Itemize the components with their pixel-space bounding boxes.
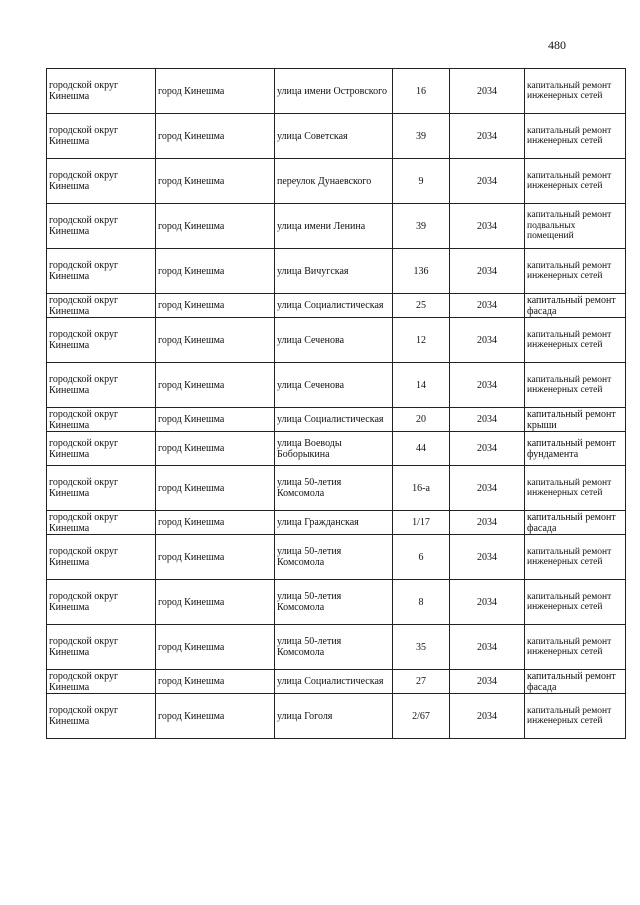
house-number-cell: 25 — [393, 294, 450, 318]
work-type-cell: капитальный ремонт подвальных помещений — [525, 204, 626, 249]
table-row — [47, 625, 626, 670]
year-cell: 2034 — [450, 535, 525, 580]
work-type-cell: капитальный ремонт инженерных сетей — [525, 363, 626, 408]
work-type-cell: капитальный ремонт фундамента — [525, 432, 626, 466]
year-cell: 2034 — [450, 670, 525, 694]
year-cell: 2034 — [450, 294, 525, 318]
work-type-cell: капитальный ремонт инженерных сетей — [525, 69, 626, 114]
house-number-cell: 6 — [393, 535, 450, 580]
house-number-cell: 27 — [393, 670, 450, 694]
municipality-cell: городской округ Кинешма — [47, 159, 156, 204]
year-cell: 2034 — [450, 694, 525, 739]
house-number-cell: 44 — [393, 432, 450, 466]
table-row — [47, 511, 626, 535]
year-cell: 2034 — [450, 114, 525, 159]
street-cell: улица Советская — [275, 114, 393, 159]
street-cell: улица Социалистическая — [275, 670, 393, 694]
street-cell: улица 50-летия Комсомола — [275, 625, 393, 670]
city-cell: город Кинешма — [156, 466, 275, 511]
street-cell: улица 50-летия Комсомола — [275, 535, 393, 580]
street-cell: улица Гражданская — [275, 511, 393, 535]
year-cell: 2034 — [450, 580, 525, 625]
city-cell: город Кинешма — [156, 318, 275, 363]
city-cell: город Кинешма — [156, 408, 275, 432]
house-number-cell: 16-а — [393, 466, 450, 511]
municipality-cell: городской округ Кинешма — [47, 466, 156, 511]
city-cell: город Кинешма — [156, 625, 275, 670]
house-number-cell: 1/17 — [393, 511, 450, 535]
house-number-cell: 136 — [393, 249, 450, 294]
work-type-cell: капитальный ремонт инженерных сетей — [525, 318, 626, 363]
year-cell: 2034 — [450, 511, 525, 535]
street-cell: улица Сеченова — [275, 363, 393, 408]
city-cell: город Кинешма — [156, 69, 275, 114]
year-cell: 2034 — [450, 249, 525, 294]
work-type-cell: капитальный ремонт крыши — [525, 408, 626, 432]
city-cell: город Кинешма — [156, 159, 275, 204]
city-cell: город Кинешма — [156, 535, 275, 580]
table-row — [47, 408, 626, 432]
year-cell: 2034 — [450, 204, 525, 249]
year-cell: 2034 — [450, 432, 525, 466]
table-row — [47, 535, 626, 580]
table-row — [47, 363, 626, 408]
municipality-cell: городской округ Кинешма — [47, 69, 156, 114]
street-cell: улица имени Ленина — [275, 204, 393, 249]
year-cell: 2034 — [450, 408, 525, 432]
table-row — [47, 670, 626, 694]
work-type-cell: капитальный ремонт фасада — [525, 511, 626, 535]
street-cell: улица Социалистическая — [275, 294, 393, 318]
table-row — [47, 114, 626, 159]
house-number-cell: 14 — [393, 363, 450, 408]
street-cell: улица Воеводы Боборыкина — [275, 432, 393, 466]
municipality-cell: городской округ Кинешма — [47, 670, 156, 694]
municipality-cell: городской округ Кинешма — [47, 694, 156, 739]
work-type-cell: капитальный ремонт фасада — [525, 294, 626, 318]
table-row — [47, 466, 626, 511]
table-row — [47, 204, 626, 249]
house-number-cell: 35 — [393, 625, 450, 670]
municipality-cell: городской округ Кинешма — [47, 535, 156, 580]
city-cell: город Кинешма — [156, 670, 275, 694]
table-row — [47, 159, 626, 204]
street-cell: улица Вичугская — [275, 249, 393, 294]
table-row — [47, 694, 626, 739]
municipality-cell: городской округ Кинешма — [47, 432, 156, 466]
work-type-cell: капитальный ремонт фасада — [525, 670, 626, 694]
table-row — [47, 318, 626, 363]
house-number-cell: 9 — [393, 159, 450, 204]
house-number-cell: 2/67 — [393, 694, 450, 739]
street-cell: переулок Дунаевского — [275, 159, 393, 204]
work-type-cell: капитальный ремонт инженерных сетей — [525, 159, 626, 204]
house-number-cell: 12 — [393, 318, 450, 363]
table-row — [47, 294, 626, 318]
year-cell: 2034 — [450, 363, 525, 408]
table-body — [47, 69, 626, 739]
house-number-cell: 39 — [393, 114, 450, 159]
table-row — [47, 249, 626, 294]
city-cell: город Кинешма — [156, 432, 275, 466]
street-cell: улица 50-летия Комсомола — [275, 580, 393, 625]
street-cell: улица имени Островского — [275, 69, 393, 114]
street-cell: улица 50-летия Комсомола — [275, 466, 393, 511]
house-number-cell: 16 — [393, 69, 450, 114]
municipality-cell: городской округ Кинешма — [47, 114, 156, 159]
city-cell: город Кинешма — [156, 694, 275, 739]
street-cell: улица Социалистическая — [275, 408, 393, 432]
work-type-cell: капитальный ремонт инженерных сетей — [525, 694, 626, 739]
work-type-cell: капитальный ремонт инженерных сетей — [525, 580, 626, 625]
work-type-cell: капитальный ремонт инженерных сетей — [525, 625, 626, 670]
municipality-cell: городской округ Кинешма — [47, 511, 156, 535]
street-cell: улица Гоголя — [275, 694, 393, 739]
municipality-cell: городской округ Кинешма — [47, 408, 156, 432]
work-type-cell: капитальный ремонт инженерных сетей — [525, 535, 626, 580]
work-type-cell: капитальный ремонт инженерных сетей — [525, 249, 626, 294]
street-cell: улица Сеченова — [275, 318, 393, 363]
house-number-cell: 39 — [393, 204, 450, 249]
year-cell: 2034 — [450, 318, 525, 363]
municipality-cell: городской округ Кинешма — [47, 363, 156, 408]
city-cell: город Кинешма — [156, 511, 275, 535]
municipality-cell: городской округ Кинешма — [47, 625, 156, 670]
house-number-cell: 20 — [393, 408, 450, 432]
work-type-cell: капитальный ремонт инженерных сетей — [525, 114, 626, 159]
year-cell: 2034 — [450, 625, 525, 670]
year-cell: 2034 — [450, 69, 525, 114]
municipality-cell: городской округ Кинешма — [47, 249, 156, 294]
repair-schedule-table — [46, 68, 626, 739]
work-type-cell: капитальный ремонт инженерных сетей — [525, 466, 626, 511]
city-cell: город Кинешма — [156, 363, 275, 408]
page-number: 480 — [548, 38, 566, 52]
city-cell: город Кинешма — [156, 294, 275, 318]
city-cell: город Кинешма — [156, 580, 275, 625]
municipality-cell: городской округ Кинешма — [47, 294, 156, 318]
table-row — [47, 432, 626, 466]
municipality-cell: городской округ Кинешма — [47, 204, 156, 249]
table-row — [47, 580, 626, 625]
city-cell: город Кинешма — [156, 114, 275, 159]
municipality-cell: городской округ Кинешма — [47, 580, 156, 625]
table-row — [47, 69, 626, 114]
year-cell: 2034 — [450, 466, 525, 511]
house-number-cell: 8 — [393, 580, 450, 625]
municipality-cell: городской округ Кинешма — [47, 318, 156, 363]
year-cell: 2034 — [450, 159, 525, 204]
city-cell: город Кинешма — [156, 204, 275, 249]
city-cell: город Кинешма — [156, 249, 275, 294]
